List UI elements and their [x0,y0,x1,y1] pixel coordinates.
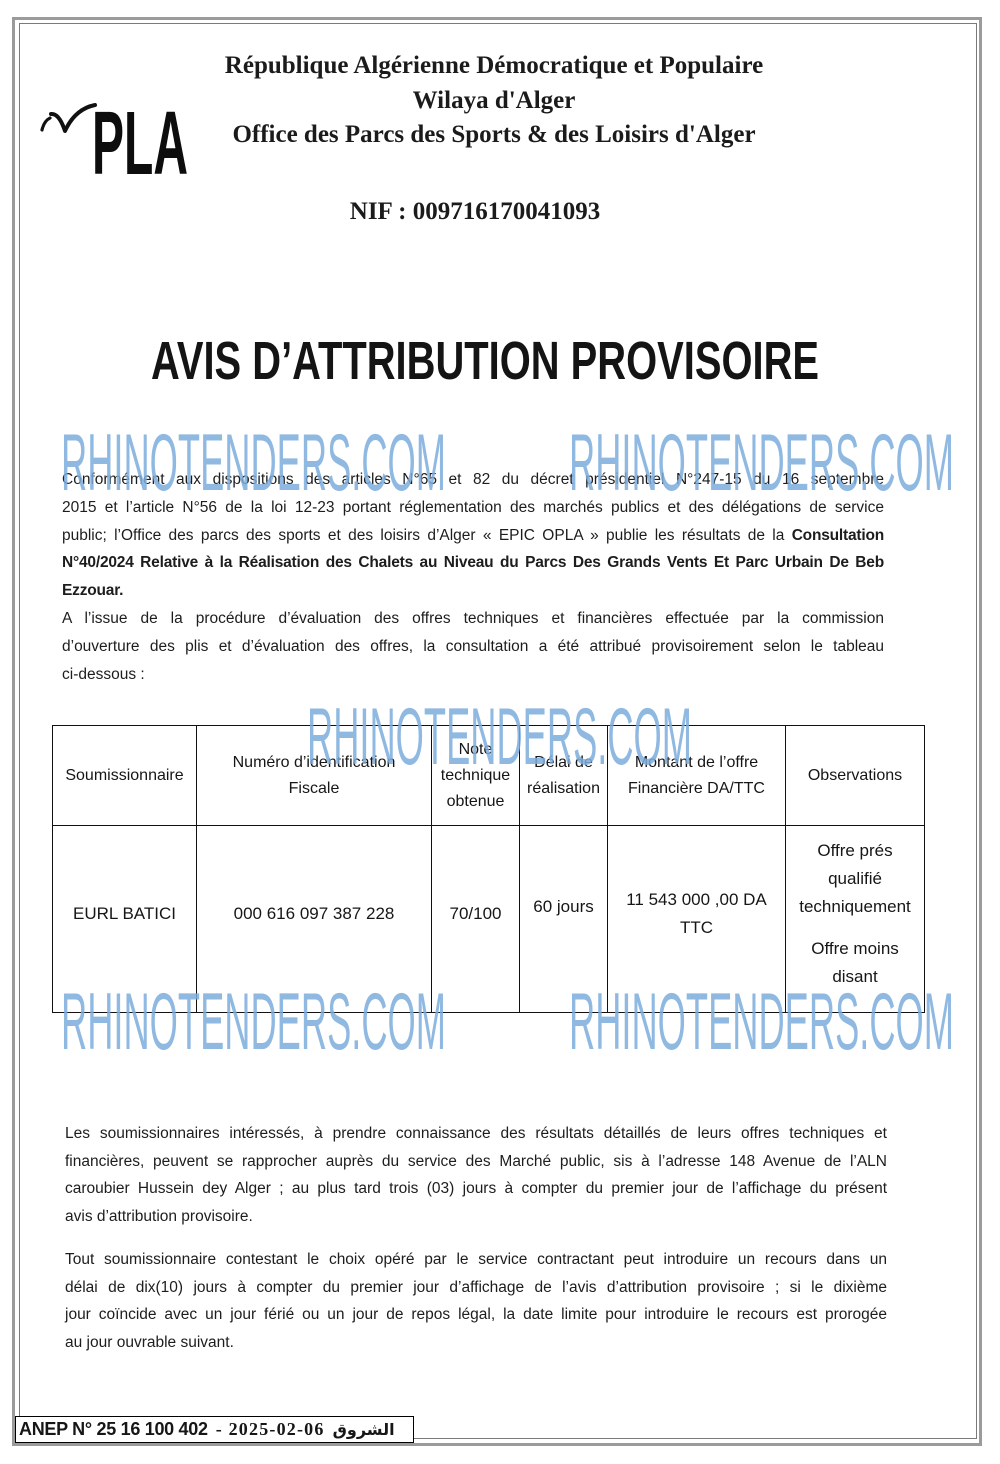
document-title-text: AVIS D’ATTRIBUTION PROVISOIRE [151,335,819,387]
results-line: caroubier Hussein dey Alger ; au plus tard trois (03) jours à compter du premier jour de l’affichage du présent [65,1180,887,1197]
table-header-row [53,726,925,826]
header-line: Fiscale [288,779,340,797]
header-line: Note [458,740,493,758]
table-row [53,826,925,1013]
header-bidder [53,726,197,826]
observation-qualified [790,837,920,921]
anep-footer [15,1416,414,1443]
header-wilaya: Wilaya d'Alger [412,86,576,114]
consultation-reference-end: Ezzouar. [62,582,124,600]
amount-line: TTC [679,918,714,937]
header-line: obtenue [446,792,505,810]
observation-line: techniquement [799,897,911,916]
cell-amount [608,826,786,1013]
notice-line: 2015 et l’article N°56 de la loi 12-23 portant réglementation des marchés publics et des délégations de service [62,498,884,516]
logo-pla-text: PLA [92,102,188,182]
notice-line: Conformément aux dispositions des articles N°65 et 82 du décret présidentiel N°247-15 du 16 septembre [62,471,884,488]
header-line: Observations [807,766,903,784]
header-tax-id [197,726,432,826]
issuer-header [194,49,794,153]
amount-line: 11 543 000 ,00 DA [626,890,767,909]
results-access-text [65,1120,887,1230]
appeal-line: Tout soumissionnaire contestant le choix opéré par le service contractant peut introduire un recours dans un [65,1251,887,1268]
header-line: Numéro d’identification [232,753,396,771]
observation-line: Offre prés [817,841,893,860]
results-line: avis d’attribution provisoire. [65,1207,253,1225]
appeal-line: délai de dix(10) jours à compter du premier jour d’affichage de l’avis d’attribution provisoire ; si le dixième [65,1278,887,1296]
newspaper-name: الشروق [332,1420,395,1439]
watermark-text: RHINOTENDERS.COM [569,988,954,1052]
header-line: Soumissionnaire [65,766,184,784]
intro-text [62,466,884,688]
header-office: Office des Parcs des Sports & des Loisirs d'Alger [232,121,756,148]
observation-line: Offre moins [811,939,899,958]
logo-pla [90,102,190,182]
publication-date: - 2025-02-06 [215,1419,325,1439]
cell-tax-id: 000 616 097 387 228 [197,826,432,1013]
notice-line-text: public; l’Office des parcs des sports et des loisirs d’Alger « EPIC OPLA » publie les résultats de la [62,526,785,544]
consultation-reference: N°40/2024 Relative à la Réalisation des Chalets au Niveau du Parcs Des Grands Vents Et Parc Urbain De Beb [62,554,884,572]
header-line: Montant de l’offre [634,753,759,771]
nif-number: NIF : 009716170041093 [349,198,601,225]
cell-bidder: EURL BATICI [53,826,197,1013]
header-amount [608,726,786,826]
header-line: Délai de [534,753,593,771]
award-table [52,725,925,1013]
observation-line: qualifié [828,869,882,888]
cell-delay: 60 jours [520,826,608,1013]
watermark-text: RHINOTENDERS.COM [569,429,954,493]
header-line: technique [440,766,511,784]
appeal-text [65,1246,887,1356]
watermark-text: RHINOTENDERS.COM [61,988,446,1052]
bird-logo-icon [38,100,98,144]
observation-line: disant [832,967,878,986]
consultation-label: Consultation [791,526,884,544]
procedure-line: A l’issue de la procédure d’évaluation des offres techniques et financières effectuée par la commission [62,609,884,627]
header-republic: République Algérienne Démocratique et Populaire [224,52,764,79]
procedure-line: d’ouverture des plis et d’évaluation des offres, la consultation a été attribué provisoirement selon le tableau [62,637,884,655]
observation-lowest [790,935,920,991]
results-line: Les soumissionnaires intéressés, à prendre connaissance des résultats détaillés de leurs offres techniques et [65,1125,887,1142]
header-line: réalisation [527,779,600,797]
watermark-text: RHINOTENDERS.COM [61,429,446,493]
watermark-text: RHINOTENDERS.COM [307,703,692,767]
results-line: financières, peuvent se rapprocher auprès du service des Marché public, sis à l’adresse 148 Avenue de l’ALN [65,1152,887,1170]
header-technical-score [432,726,520,826]
appeal-line: au jour ouvrable suivant. [65,1333,234,1351]
appeal-line: jour coïncide avec un jour férié ou un jour de repos légal, la date limite pour introduire le recours est prorogée [65,1306,887,1323]
cell-technical-score: 70/100 [432,826,520,1013]
anep-number: ANEP N° 25 16 100 402 [19,1419,208,1439]
header-observations [786,726,925,826]
notice-line [62,522,884,550]
procedure-line: ci-dessous : [62,665,145,683]
cell-observations [786,826,925,1013]
header-delay [520,726,608,826]
document-title [150,335,820,387]
header-line: Financière DA/TTC [628,779,765,797]
